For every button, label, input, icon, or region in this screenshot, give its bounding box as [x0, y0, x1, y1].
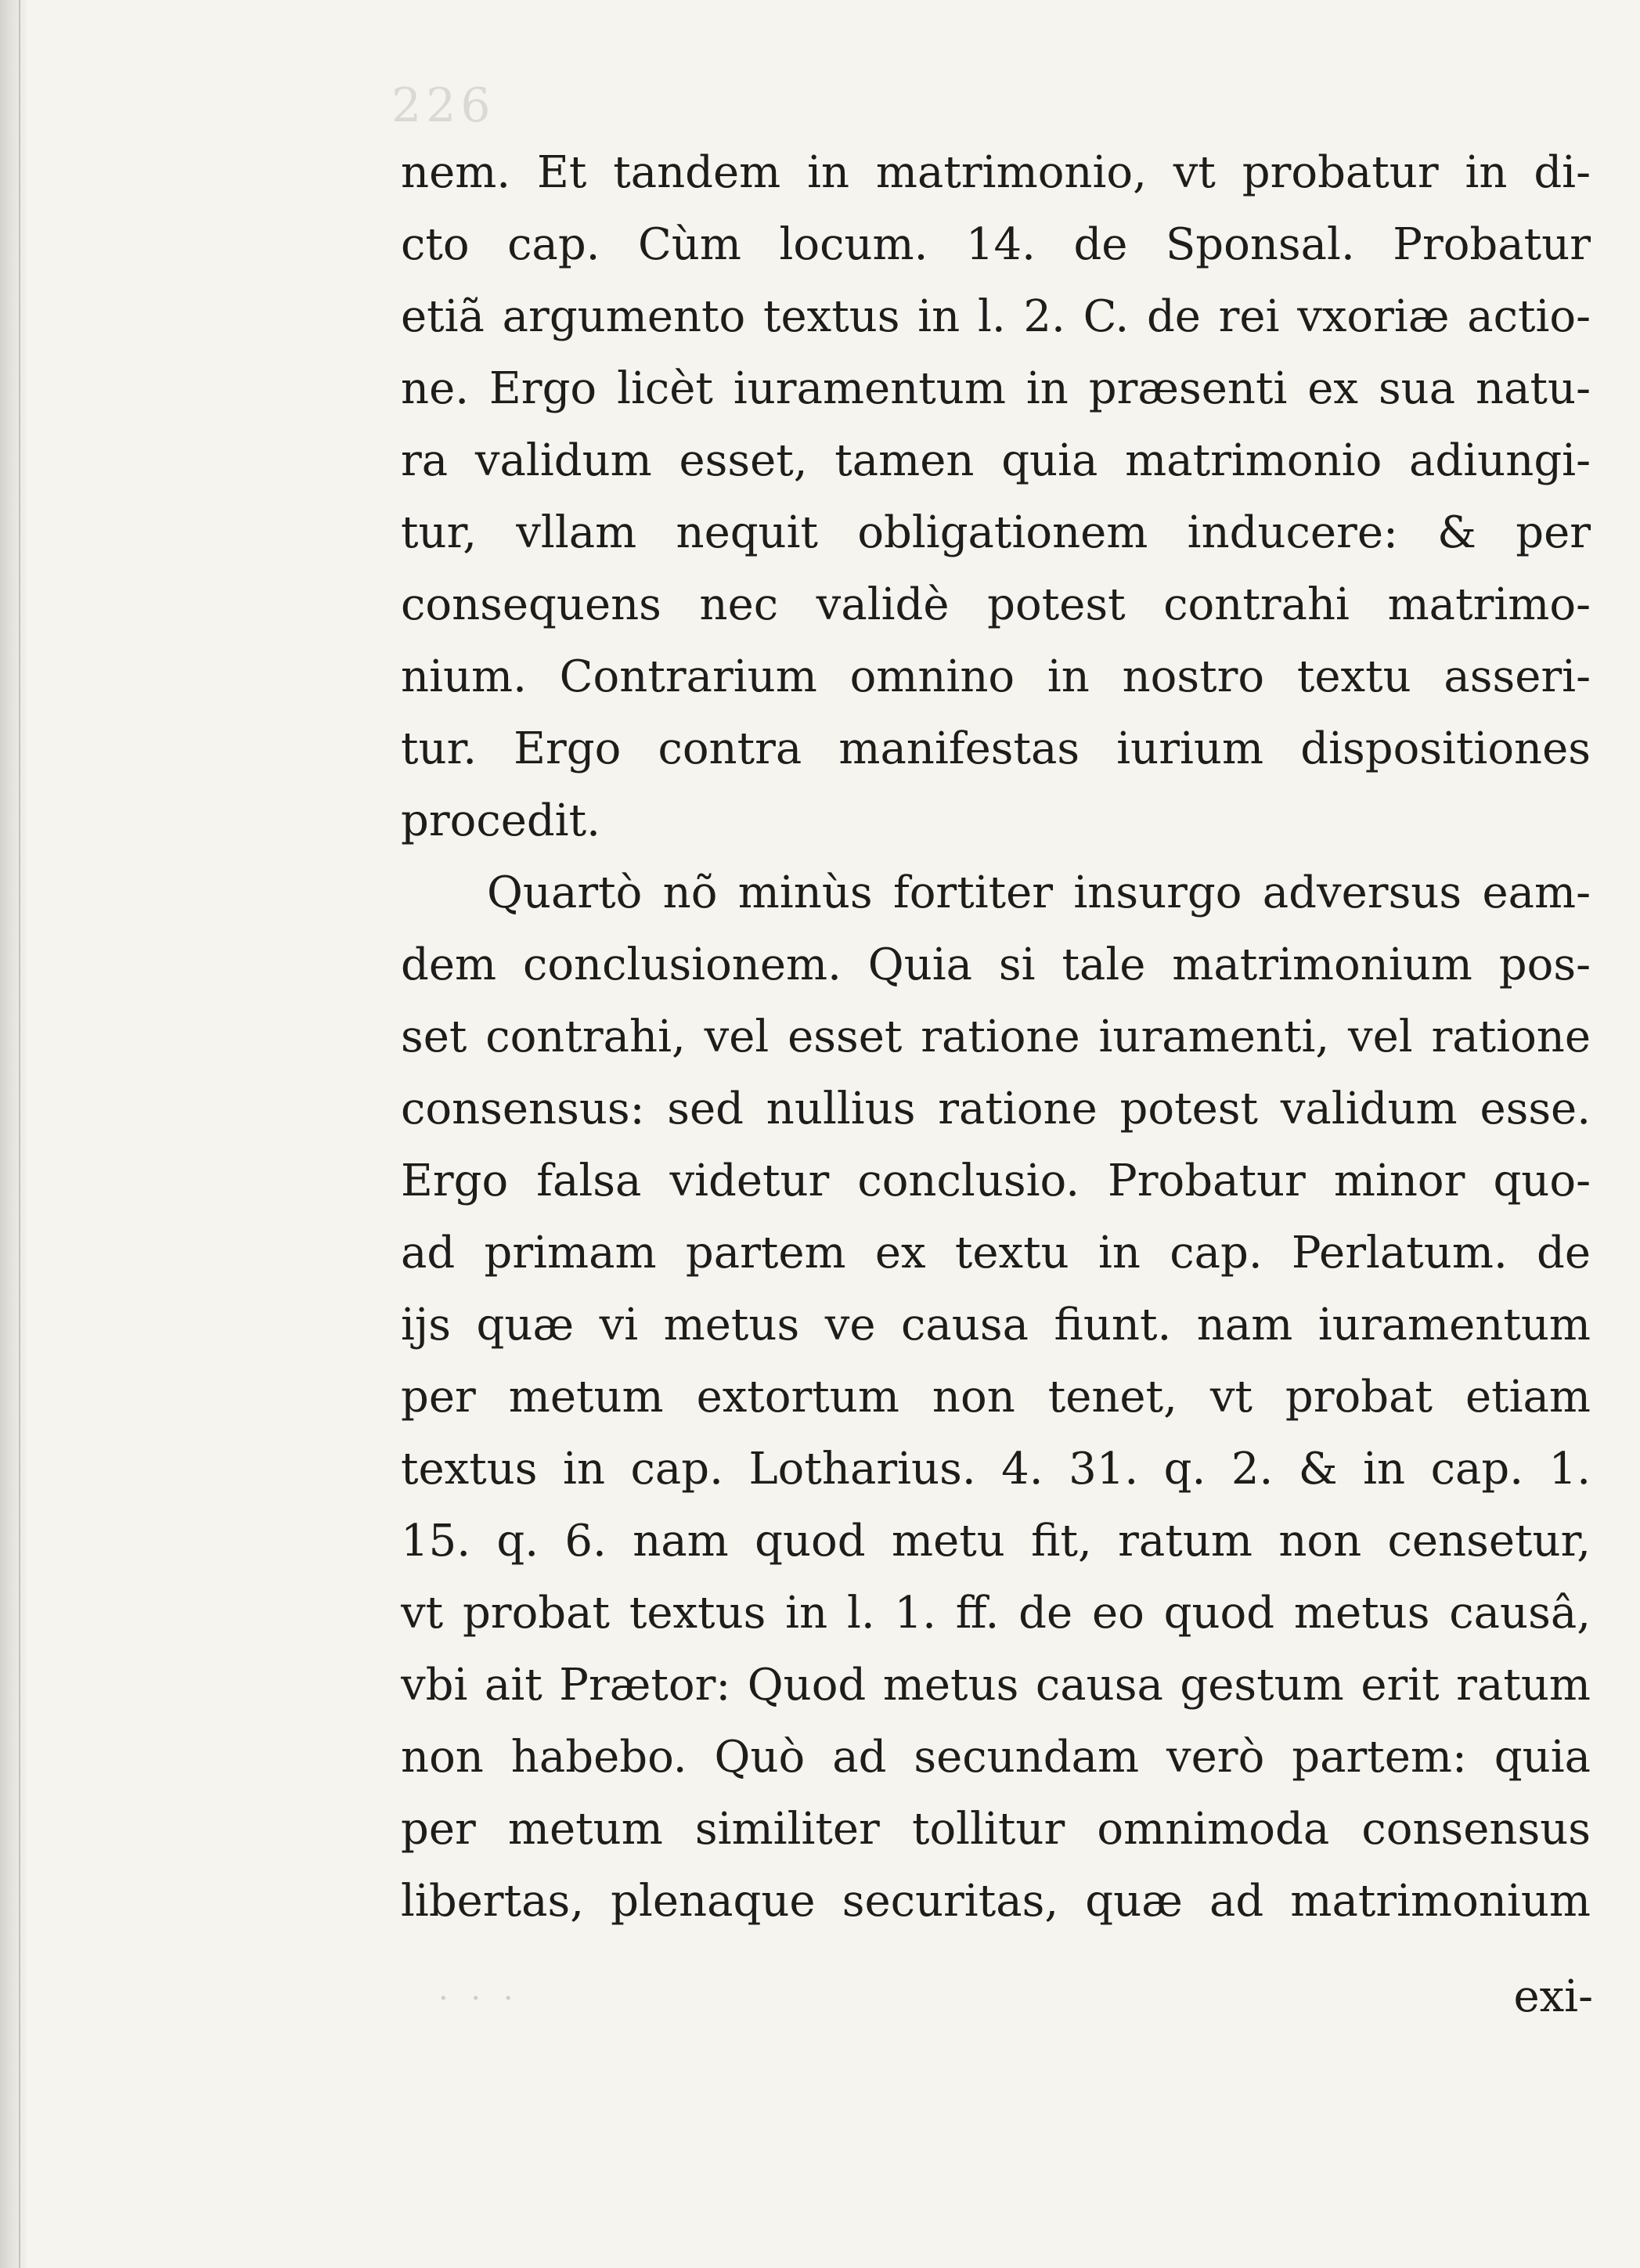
gutter-line	[19, 0, 20, 2268]
text-line: per metum similiter tollitur omnimoda consensus	[401, 1804, 1591, 1855]
text-line: dem conclusionem. Quia si tale matrimonium pos-	[401, 939, 1591, 990]
text-line: ad primam partem ex textu in cap. Perlatum. de	[401, 1228, 1591, 1278]
text-line: etiã argumento textus in l. 2. C. de rei vxoriæ actio-	[401, 291, 1591, 342]
text-line: nem. Et tandem in matrimonio, vt probatur in di-	[401, 147, 1591, 198]
text-line: Ergo falsa videtur conclusio. Probatur minor quo-	[401, 1156, 1591, 1206]
text-line: set contrahi, vel esset ratione iuramenti, vel ratione	[401, 1011, 1591, 1062]
text-line: ijs quæ vi metus ve causa fiunt. nam iuramentum	[401, 1300, 1591, 1350]
text-line: cto cap. Cùm locum. 14. de Sponsal. Probatur	[401, 219, 1591, 270]
text-block	[401, 137, 1591, 1938]
text-line: consensus: sed nullius ratione potest validum esse.	[401, 1084, 1591, 1134]
text-line: vt probat textus in l. 1. ff. de eo quod metus causâ,	[401, 1588, 1591, 1639]
page-number-bleed: 226	[391, 78, 496, 133]
text-line: procedit.	[401, 795, 600, 846]
text-line: nium. Contrarium omnino in nostro textu asseri-	[401, 651, 1591, 702]
text-line: non habebo. Quò ad secundam verò partem: quia	[401, 1732, 1591, 1783]
text-line: ne. Ergo licèt iuramentum in præsenti ex sua natu-	[401, 363, 1591, 414]
page-gutter	[0, 0, 27, 2268]
text-line: vbi ait Prætor: Quod metus causa gestum erit ratum	[401, 1660, 1591, 1711]
text-line: tur, vllam nequit obligationem inducere: & per	[401, 507, 1591, 558]
catchword: exi-	[1513, 1971, 1593, 2022]
text-line: tur. Ergo contra manifestas iurium dispositiones	[401, 723, 1591, 774]
text-line: ra validum esset, tamen quia matrimonio adiungi-	[401, 435, 1591, 486]
text-line: libertas, plenaque securitas, quæ ad matrimonium	[401, 1876, 1591, 1927]
text-line: 15. q. 6. nam quod metu fit, ratum non censetur,	[401, 1516, 1591, 1567]
text-line: consequens nec validè potest contrahi matrimo-	[401, 579, 1591, 630]
text-line: textus in cap. Lotharius. 4. 31. q. 2. & in cap. 1.	[401, 1444, 1591, 1495]
text-line: Quartò nõ minùs fortiter insurgo adversus eam-	[487, 867, 1591, 918]
paper-specks: · · ·	[438, 1981, 520, 2017]
text-line: per metum extortum non tenet, vt probat etiam	[401, 1372, 1591, 1422]
